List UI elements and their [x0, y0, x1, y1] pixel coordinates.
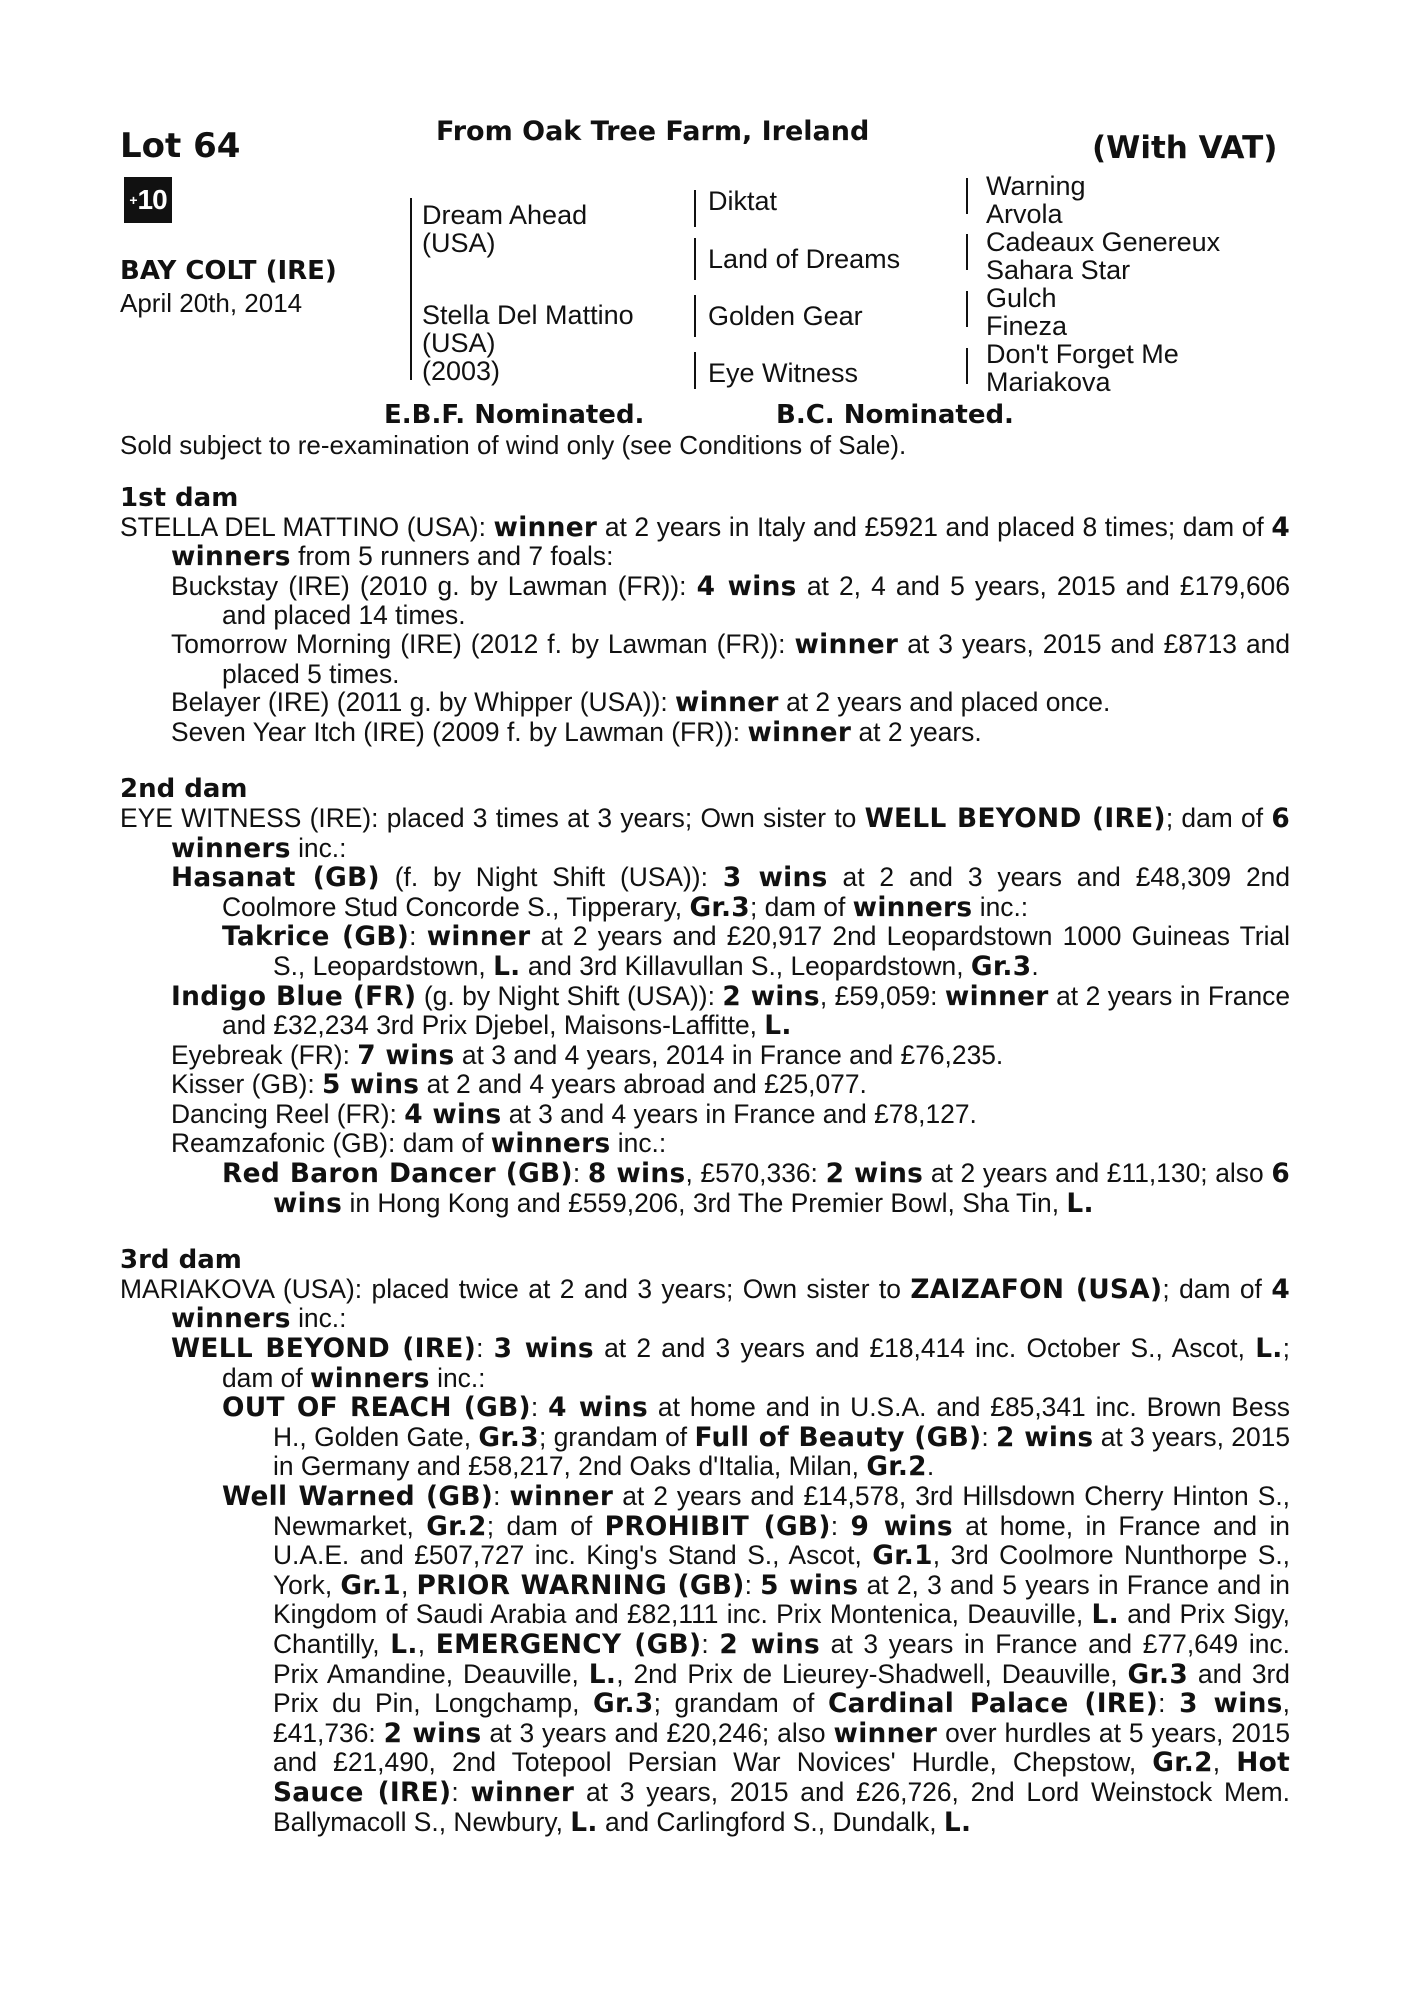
third-dam-heading: 3rd dam — [120, 1245, 242, 1276]
text: in Hong Kong and £559,206, 3rd The Premier Bowl, Sha Tin, — [342, 1187, 1067, 1218]
bold-text: 3 wins — [493, 1333, 594, 1365]
text: at 3 years, 2015 and £26,726, 2nd Lord Weinstock Mem. Ballymacoll S., Newbury, — [273, 1776, 1290, 1837]
bold-text: Gr.2 — [1152, 1747, 1213, 1779]
text: at home and in U.S.A. and £85,341 inc. Brown Bess H., Golden Gate, — [273, 1392, 1290, 1452]
bold-text: Hot Sauce (IRE) — [273, 1747, 1290, 1808]
bold-text: Well Warned (GB) — [222, 1481, 494, 1512]
pedigree-dam-sire: Golden Gear — [708, 301, 863, 331]
bold-text: winner — [426, 921, 531, 953]
cross-icon: + — [129, 192, 137, 208]
text: from 5 runners and 7 foals: — [290, 541, 614, 572]
bold-text: 5 wins — [760, 1569, 859, 1601]
bold-text: L. — [1066, 1187, 1094, 1219]
text: at 3 and 4 years in France and £78,127. — [501, 1098, 977, 1129]
pedigree-dam: Stella Del Mattino (USA) (2003) — [422, 300, 634, 386]
text: EYE WITNESS (IRE): placed 3 times at 3 years; Own sister to — [120, 802, 865, 833]
bold-text: winner — [794, 628, 899, 660]
text: Belayer (IRE) (2011 g. by Whipper (USA)): — [171, 687, 676, 718]
text: ; dam of — [1165, 802, 1272, 833]
bold-text: 2 wins — [996, 1421, 1094, 1453]
record-entry — [120, 1100, 1290, 1130]
text: at 3 and 4 years, 2014 in France and £76,235. — [454, 1039, 1004, 1070]
pedigree-bracket — [966, 234, 968, 270]
text: over hurdles at 5 years, 2015 and £21,490, 2nd Totepool Persian War Novices' Hurdle, Chepstow, — [273, 1717, 1291, 1778]
text: : — [530, 1392, 549, 1423]
text: at 3 years, 2015 and £8713 and placed 5 times. — [222, 628, 1290, 689]
text: at 2, 4 and 5 years, 2015 and £179,606 and placed 14 times. — [222, 570, 1290, 631]
pedigree-bracket — [966, 348, 968, 384]
lot-title: Lot 64 — [120, 126, 241, 166]
text: at 2 years and £14,578, 3rd Hillsdown Cherry Hinton S., Newmarket, — [273, 1481, 1290, 1541]
text: at 2 and 4 years abroad and £25,077. — [419, 1069, 867, 1100]
bold-text: Gr.3 — [478, 1421, 539, 1453]
bold-text: EMERGENCY (GB) — [435, 1628, 702, 1660]
text: , £570,336: — [685, 1158, 826, 1189]
text: at 2 years and £11,130; also — [923, 1158, 1272, 1189]
second-dam-section — [120, 804, 1290, 1218]
bold-text: winner — [470, 1776, 575, 1808]
text: (f. by Night Shift (USA)): — [379, 862, 723, 893]
text: at 2 and 3 years and £48,309 2nd Coolmore Stud Concorde S., Tipperary, — [222, 862, 1291, 922]
text: , 3rd Coolmore Nunthorpe S., York, — [273, 1540, 1290, 1600]
bold-text: WELL BEYOND (IRE) — [864, 802, 1166, 834]
first-dam-heading: 1st dam — [120, 483, 239, 513]
text: at 3 years in France and £77,649 inc. Prix Amandine, Deauville, — [273, 1628, 1290, 1689]
consignor: From Oak Tree Farm, Ireland — [436, 116, 870, 147]
text: : — [830, 1510, 851, 1541]
text: (g. by Night Shift (USA)): — [416, 980, 723, 1011]
bold-text: Gr.2 — [426, 1510, 487, 1542]
text: , £41,736: — [273, 1688, 1291, 1748]
text: . — [1031, 950, 1039, 981]
text: at 3 years and £20,246; also — [481, 1717, 834, 1748]
bold-text: Gr.3 — [689, 891, 750, 923]
text: ; dam of — [222, 1333, 1290, 1393]
bold-text: Gr.1 — [340, 1569, 401, 1601]
text: inc.: — [290, 832, 347, 863]
bold-text: winners — [490, 1128, 611, 1160]
bold-text: L. — [764, 1010, 792, 1042]
bold-text: Cardinal Palace (IRE) — [827, 1688, 1159, 1720]
text: ; grandam of — [653, 1688, 828, 1719]
badge-number: 10 — [137, 184, 167, 215]
bold-text: 4 winners — [171, 511, 1290, 573]
text: inc.: — [972, 891, 1029, 922]
text: Reamzafonic (GB): dam of — [171, 1128, 491, 1159]
bold-text: L. — [570, 1806, 598, 1838]
text: inc.: — [429, 1362, 486, 1393]
text: : — [744, 1569, 761, 1600]
record-entry — [120, 630, 1290, 688]
record-entry — [120, 1070, 1290, 1100]
bold-text: 9 wins — [850, 1510, 953, 1542]
text: ; dam of — [1162, 1273, 1272, 1304]
bold-text: PROHIBIT (GB) — [604, 1510, 831, 1542]
text: : — [476, 1333, 494, 1364]
text: and 3rd Killavullan S., Leopardstown, — [520, 950, 971, 981]
text: at home, in France and in U.A.E. and £507,727 inc. King's Stand S., Ascot, — [273, 1510, 1290, 1571]
text: : — [451, 1776, 471, 1807]
foaling-date: April 20th, 2014 — [120, 288, 303, 318]
bold-text: PRIOR WARNING (GB) — [416, 1569, 745, 1601]
record-entry — [120, 1334, 1290, 1393]
bold-text: 5 wins — [322, 1069, 420, 1101]
record-entry — [120, 1129, 1290, 1159]
text: inc.: — [290, 1303, 347, 1334]
text: MARIAKOVA (USA): placed twice at 2 and 3 years; Own sister to — [120, 1273, 911, 1304]
cross-icon-badge — [124, 177, 172, 223]
bold-text: winner — [675, 687, 779, 719]
text: at 2 years. — [851, 716, 982, 747]
text: , — [400, 1569, 417, 1600]
sale-condition-note: Sold subject to re-examination of wind only (see Conditions of Sale). — [120, 430, 907, 460]
text: ; dam of — [749, 891, 853, 922]
bold-text: Hasanat (GB) — [171, 862, 380, 894]
text: : — [493, 1481, 510, 1511]
record-entry — [120, 804, 1290, 863]
record-entry — [120, 922, 1290, 981]
produce-record — [120, 484, 1290, 1837]
pedigree-bracket — [694, 295, 696, 337]
pedigree-sire-sire: Diktat — [708, 186, 778, 216]
bold-text: Gr.3 — [970, 950, 1032, 982]
second-dam-heading: 2nd dam — [120, 774, 248, 805]
text: . — [926, 1451, 935, 1482]
pedigree-bracket — [966, 178, 968, 214]
bold-text: winner — [833, 1717, 938, 1749]
text: at 3 years, 2015 in Germany and £58,217, 2nd Oaks d'Italia, Milan, — [273, 1421, 1291, 1482]
bold-text: L. — [1255, 1333, 1283, 1365]
text: Seven Year Itch (IRE) (2009 f. by Lawman (FR)): — [171, 716, 748, 747]
bold-text: Indigo Blue (FR) — [171, 980, 417, 1012]
text: Eyebreak (FR): — [171, 1039, 358, 1070]
text: : — [409, 921, 427, 952]
record-entry — [120, 1393, 1290, 1482]
record-entry — [120, 1041, 1290, 1071]
text: and Prix Sigy, Chantilly, — [273, 1599, 1290, 1659]
text: STELLA DEL MATTINO (USA): — [120, 511, 494, 542]
bold-text: 4 wins — [696, 570, 797, 602]
bold-text: 8 wins — [587, 1158, 686, 1190]
text: : — [572, 1158, 588, 1189]
bold-text: Takrice (GB) — [222, 921, 410, 953]
text: Buckstay (IRE) (2010 g. by Lawman (FR)): — [171, 570, 697, 601]
pedigree-bracket — [410, 198, 412, 380]
text: : — [701, 1628, 720, 1659]
bold-text: L. — [1091, 1599, 1119, 1631]
bold-text: 4 wins — [404, 1098, 502, 1130]
text: at 2 years in France and £32,234 3rd Prix Djebel, Maisons-Laffitte, — [222, 980, 1290, 1041]
pedigree-sire: Dream Ahead (USA) — [422, 200, 588, 258]
bold-text: 3 wins — [1179, 1688, 1283, 1720]
text: at 2 years in Italy and £5921 and placed 8 times; dam of — [597, 511, 1272, 542]
text: : — [981, 1421, 997, 1452]
horse-type: BAY COLT (IRE) — [120, 256, 337, 286]
text: , £59,059: — [819, 980, 945, 1011]
first-dam-section — [120, 513, 1290, 748]
text: at 2 years and placed once. — [778, 687, 1111, 718]
bold-text: 2 wins — [383, 1717, 482, 1749]
bold-text: 3 wins — [722, 862, 828, 894]
ebf-nomination: E.B.F. Nominated. — [384, 400, 645, 430]
pedigree-bracket — [694, 238, 696, 280]
bold-text: Full of Beauty (GB) — [694, 1421, 982, 1453]
bold-text: Gr.2 — [866, 1451, 927, 1483]
record-entry — [120, 718, 1290, 748]
bold-text: 7 wins — [357, 1039, 455, 1071]
record-entry — [120, 982, 1290, 1041]
bold-text: 6 winners — [171, 802, 1290, 864]
text: ; grandam of — [538, 1421, 695, 1452]
bold-text: winner — [493, 511, 598, 543]
bold-text: 2 wins — [719, 1628, 820, 1660]
text: Kisser (GB): — [171, 1069, 323, 1100]
pedigree-fourth-generation: Warning Arvola Cadeaux Genereux Sahara Star Gulch Fineza Don't Forget Me Mariakova — [986, 171, 1221, 397]
record-entry — [120, 572, 1290, 630]
pedigree-dam-dam: Eye Witness — [708, 358, 859, 388]
pedigree-sire-dam: Land of Dreams — [708, 244, 901, 274]
text: , 2nd Prix de Lieurey-Shadwell, Deauville, — [616, 1658, 1128, 1689]
bold-text: WELL BEYOND (IRE) — [171, 1333, 477, 1365]
bold-text: 4 wins — [548, 1392, 648, 1424]
bold-text: Gr.3 — [1127, 1658, 1188, 1690]
bold-text: 6 wins — [273, 1158, 1291, 1219]
text: ; dam of — [486, 1510, 605, 1541]
record-entry — [120, 1159, 1290, 1218]
record-entry — [120, 688, 1290, 718]
text: : — [1158, 1688, 1180, 1719]
record-entry — [120, 1275, 1290, 1334]
bold-text: L. — [390, 1628, 418, 1660]
bold-text: winners — [852, 891, 973, 923]
bold-text: Gr.1 — [872, 1540, 933, 1572]
pedigree-bracket — [694, 190, 696, 227]
text: at 2 years and £20,917 2nd Leopardstown 1000 Guineas Trial S., Leopardstown, — [273, 921, 1290, 981]
record-entry — [120, 513, 1290, 572]
bold-text: winners — [310, 1362, 430, 1394]
bold-text: L. — [588, 1658, 617, 1690]
text: at 2 and 3 years and £18,414 inc. October S., Ascot, — [593, 1333, 1256, 1364]
bold-text: Gr.3 — [593, 1688, 654, 1720]
text: and 3rd Prix du Pin, Longchamp, — [273, 1658, 1290, 1719]
text: and Carlingford S., Dundalk, — [597, 1806, 944, 1837]
bold-text: winner — [509, 1481, 614, 1512]
bold-text: 4 winners — [171, 1273, 1290, 1335]
text: , — [1212, 1747, 1237, 1778]
vat-status: (With VAT) — [1092, 130, 1278, 166]
text: at 2, 3 and 5 years in France and in Kingdom of Saudi Arabia and £82,111 inc. Prix Montenica, Deauville, — [273, 1569, 1290, 1630]
bold-text: L. — [493, 950, 521, 982]
bold-text: Red Baron Dancer (GB) — [222, 1158, 573, 1190]
bold-text: winner — [944, 980, 1049, 1012]
third-dam-section — [120, 1275, 1290, 1837]
bold-text: OUT OF REACH (GB) — [222, 1392, 531, 1424]
bold-text: 2 wins — [722, 980, 820, 1012]
record-entry — [120, 1482, 1290, 1837]
bold-text: 2 wins — [825, 1158, 924, 1190]
pedigree-bracket — [694, 352, 696, 389]
bold-text: L. — [943, 1806, 972, 1838]
text: Tomorrow Morning (IRE) (2012 f. by Lawman (FR)): — [171, 628, 795, 659]
bold-text: ZAIZAFON (USA) — [910, 1273, 1163, 1305]
record-entry — [120, 863, 1290, 922]
bold-text: winner — [747, 716, 852, 748]
text: , — [417, 1628, 436, 1659]
pedigree-bracket — [966, 291, 968, 327]
bc-nomination: B.C. Nominated. — [776, 400, 1014, 430]
text: Dancing Reel (FR): — [171, 1098, 405, 1129]
text: inc.: — [610, 1128, 667, 1159]
